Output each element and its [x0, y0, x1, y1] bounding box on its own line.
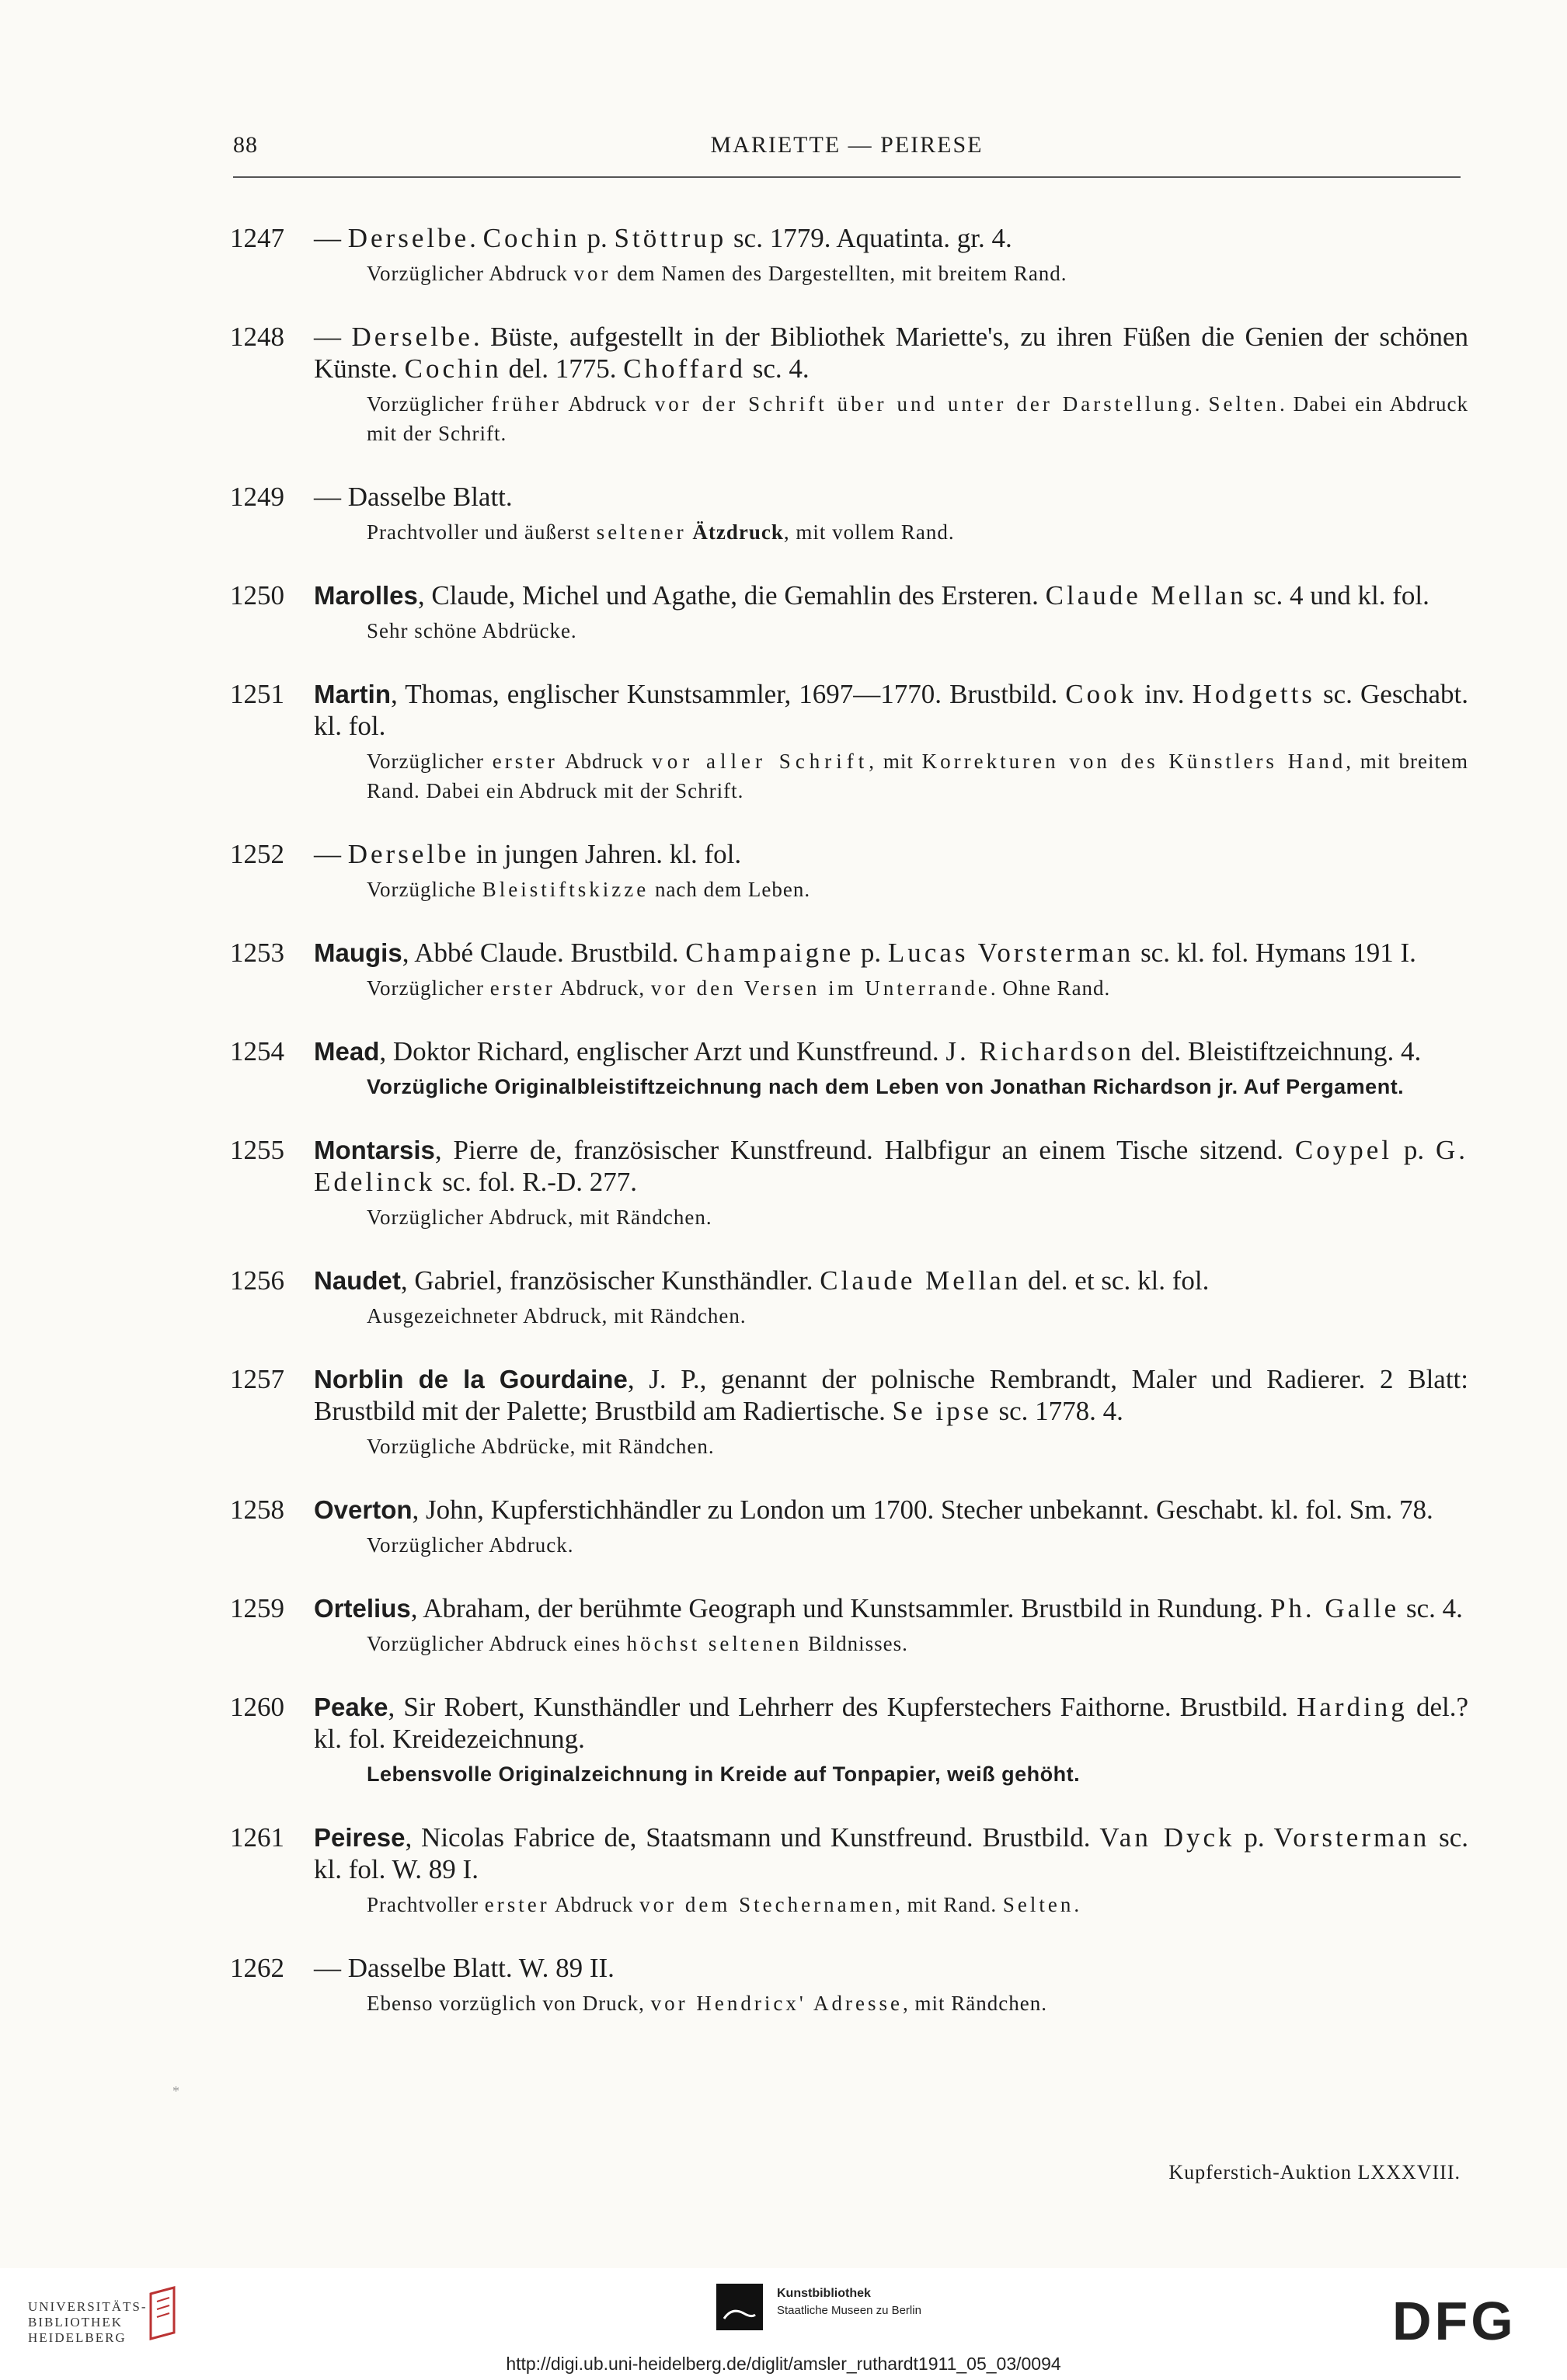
- entry-description: Peirese, Nicolas Fabrice de, Staatsmann und Kunstfreund. Brustbild. Van Dyck p. Vorsterman sc. kl. fol. W. 89 I.: [314, 1822, 1468, 1884]
- catalog-entry: [230, 1822, 1468, 1919]
- catalog-entry: [230, 1952, 1468, 2018]
- header-rule: [233, 176, 1461, 178]
- entry-number: 1252: [230, 839, 284, 869]
- kb-title: Kunstbibliothek: [777, 2287, 871, 2300]
- entry-description: — Dasselbe Blatt. W. 89 II.: [314, 1953, 615, 1983]
- entry-note: Vorzüglicher Abdruck.: [367, 1533, 574, 1557]
- entry-number: 1256: [230, 1265, 284, 1296]
- entry-note: Prachtvoller erster Abdruck vor dem Stechernamen, mit Rand. Selten.: [367, 1893, 1081, 1916]
- kb-subtitle: Staatliche Museen zu Berlin: [777, 2304, 921, 2317]
- entry-description: Maugis, Abbé Claude. Brustbild. Champaigne p. Lucas Vorsterman sc. kl. fol. Hymans 191 I.: [314, 938, 1416, 968]
- catalog-entry: [230, 481, 1468, 547]
- entry-note: Prachtvoller und äußerst seltener Ätzdruck, mit vollem Rand.: [367, 520, 955, 544]
- catalog-entry: [230, 678, 1468, 806]
- entry-description: Ortelius, Abraham, der berühmte Geograph und Kunstsammler. Brustbild in Rundung. Ph. Galle sc. 4.: [314, 1593, 1463, 1623]
- kunstbibliothek-label: [777, 2285, 921, 2319]
- source-url[interactable]: http://digi.ub.uni-heidelberg.de/diglit/amsler_ruthardt1911_05_03/0094: [506, 2354, 1061, 2374]
- entry-number: 1254: [230, 1036, 284, 1066]
- entry-description: Marolles, Claude, Michel und Agathe, die Gemahlin des Ersteren. Claude Mellan sc. 4 und kl. fol.: [314, 580, 1429, 611]
- entry-note: Vorzüglicher Abdruck eines höchst seltenen Bildnisses.: [367, 1632, 908, 1655]
- entry-number: 1249: [230, 482, 284, 512]
- entry-description: — Dasselbe Blatt.: [314, 482, 513, 512]
- page-number: 88: [233, 132, 258, 158]
- page-title: MARIETTE — PEIRESE: [710, 132, 984, 158]
- entry-number: 1262: [230, 1953, 284, 1983]
- catalog-entry: [230, 937, 1468, 1003]
- catalog-entry: [230, 1265, 1468, 1331]
- entry-number: 1248: [230, 322, 284, 352]
- entry-note: Vorzügliche Originalbleistiftzeichnung nach dem Leben von Jonathan Richardson jr. Auf Pergament.: [367, 1075, 1405, 1098]
- catalog-entry: [230, 579, 1468, 645]
- entry-description: — Derselbe in jungen Jahren. kl. fol.: [314, 839, 742, 869]
- entry-note: Vorzüglicher erster Abdruck vor aller Schrift, mit Korrekturen von des Künstlers Hand, mit breitem Rand. Dabei ein Abdruck mit der Schrift.: [367, 750, 1468, 802]
- entry-description: — Derselbe. Cochin p. Stöttrup sc. 1779. Aquatinta. gr. 4.: [314, 223, 1012, 253]
- entry-number: 1260: [230, 1692, 284, 1722]
- catalog-entry: [230, 1134, 1468, 1232]
- entry-description: — Derselbe. Büste, aufgestellt in der Bibliothek Mariette's, zu ihren Füßen die Genien der schönen Künste. Cochin del. 1775. Choffard sc. 4.: [314, 322, 1469, 384]
- entry-number: 1251: [230, 679, 284, 709]
- entry-description: Montarsis, Pierre de, französischer Kunstfreund. Halbfigur an einem Tische sitzend. Coypel p. G. Edelinck sc. fol. R.-D. 277.: [314, 1135, 1468, 1197]
- entry-note: Vorzügliche Abdrücke, mit Rändchen.: [367, 1435, 715, 1458]
- kunstbibliothek-logo-icon: [716, 2284, 763, 2330]
- entry-number: 1255: [230, 1135, 284, 1165]
- catalog-entries: [230, 222, 1468, 2051]
- entry-note: Vorzüglicher erster Abdruck, vor den Versen im Unterrande. Ohne Rand.: [367, 976, 1111, 1000]
- university-library-label: [28, 2299, 148, 2346]
- catalog-entry: [230, 1592, 1468, 1658]
- dfg-logo: DFG: [1392, 2291, 1517, 2351]
- entry-description: Naudet, Gabriel, französischer Kunsthändler. Claude Mellan del. et sc. kl. fol.: [314, 1265, 1210, 1296]
- catalog-entry: [230, 321, 1468, 448]
- entry-note: Vorzügliche Bleistiftskizze nach dem Leben.: [367, 878, 811, 901]
- catalog-entry: [230, 1494, 1468, 1560]
- margin-mark: *: [172, 2083, 179, 2099]
- entry-note: Ausgezeichneter Abdruck, mit Rändchen.: [367, 1304, 747, 1327]
- entry-note: Sehr schöne Abdrücke.: [367, 619, 577, 642]
- entry-note: Vorzüglicher Abdruck vor dem Namen des Dargestellten, mit breitem Rand.: [367, 262, 1067, 285]
- entry-note: Ebenso vorzüglich von Druck, vor Hendricx' Adresse, mit Rändchen.: [367, 1992, 1047, 2015]
- catalog-entry: [230, 1035, 1468, 1101]
- entry-description: Overton, John, Kupferstichhändler zu London um 1700. Stecher unbekannt. Geschabt. kl. fol. Sm. 78.: [314, 1494, 1433, 1525]
- catalog-entry: [230, 222, 1468, 288]
- uni-line: BIBLIOTHEK: [28, 2315, 123, 2330]
- university-logo-icon: [143, 2286, 190, 2340]
- catalog-entry: [230, 1691, 1468, 1789]
- catalog-footer: Kupferstich-Auktion LXXXVIII.: [1168, 2161, 1461, 2183]
- entry-description: Mead, Doktor Richard, englischer Arzt und Kunstfreund. J. Richardson del. Bleistiftzeichnung. 4.: [314, 1036, 1422, 1066]
- entry-number: 1253: [230, 938, 284, 968]
- entry-number: 1261: [230, 1822, 284, 1853]
- entry-number: 1259: [230, 1593, 284, 1623]
- catalog-entry: [230, 838, 1468, 904]
- entry-number: 1257: [230, 1364, 284, 1394]
- uni-line: UNIVERSITÄTS-: [28, 2299, 148, 2314]
- uni-line: HEIDELBERG: [28, 2330, 127, 2345]
- entry-note: Vorzüglicher früher Abdruck vor der Schrift über und unter der Darstellung. Selten. Dabei ein Abdruck mit der Schrift.: [367, 392, 1469, 445]
- entry-description: Martin, Thomas, englischer Kunstsammler, 1697—1770. Brustbild. Cook inv. Hodgetts sc. Geschabt. kl. fol.: [314, 679, 1469, 741]
- entry-note: Vorzüglicher Abdruck, mit Rändchen.: [367, 1206, 712, 1229]
- entry-number: 1250: [230, 580, 284, 611]
- entry-note: Lebensvolle Originalzeichnung in Kreide auf Tonpapier, weiß gehöht.: [367, 1762, 1081, 1786]
- entry-description: Peake, Sir Robert, Kunsthändler und Lehrherr des Kupferstechers Faithorne. Brustbild. Harding del.? kl. fol. Kreidezeichnung.: [314, 1692, 1468, 1754]
- catalog-entry: [230, 1363, 1468, 1461]
- entry-number: 1247: [230, 223, 284, 253]
- page-header: [233, 132, 1461, 171]
- entry-description: Norblin de la Gourdaine, J. P., genannt der polnische Rembrandt, Maler und Radierer. 2 Blatt: Brustbild mit der Palette; Brustbild am Radiertische. Se ipse sc. 1778. 4.: [314, 1364, 1468, 1426]
- entry-number: 1258: [230, 1494, 284, 1525]
